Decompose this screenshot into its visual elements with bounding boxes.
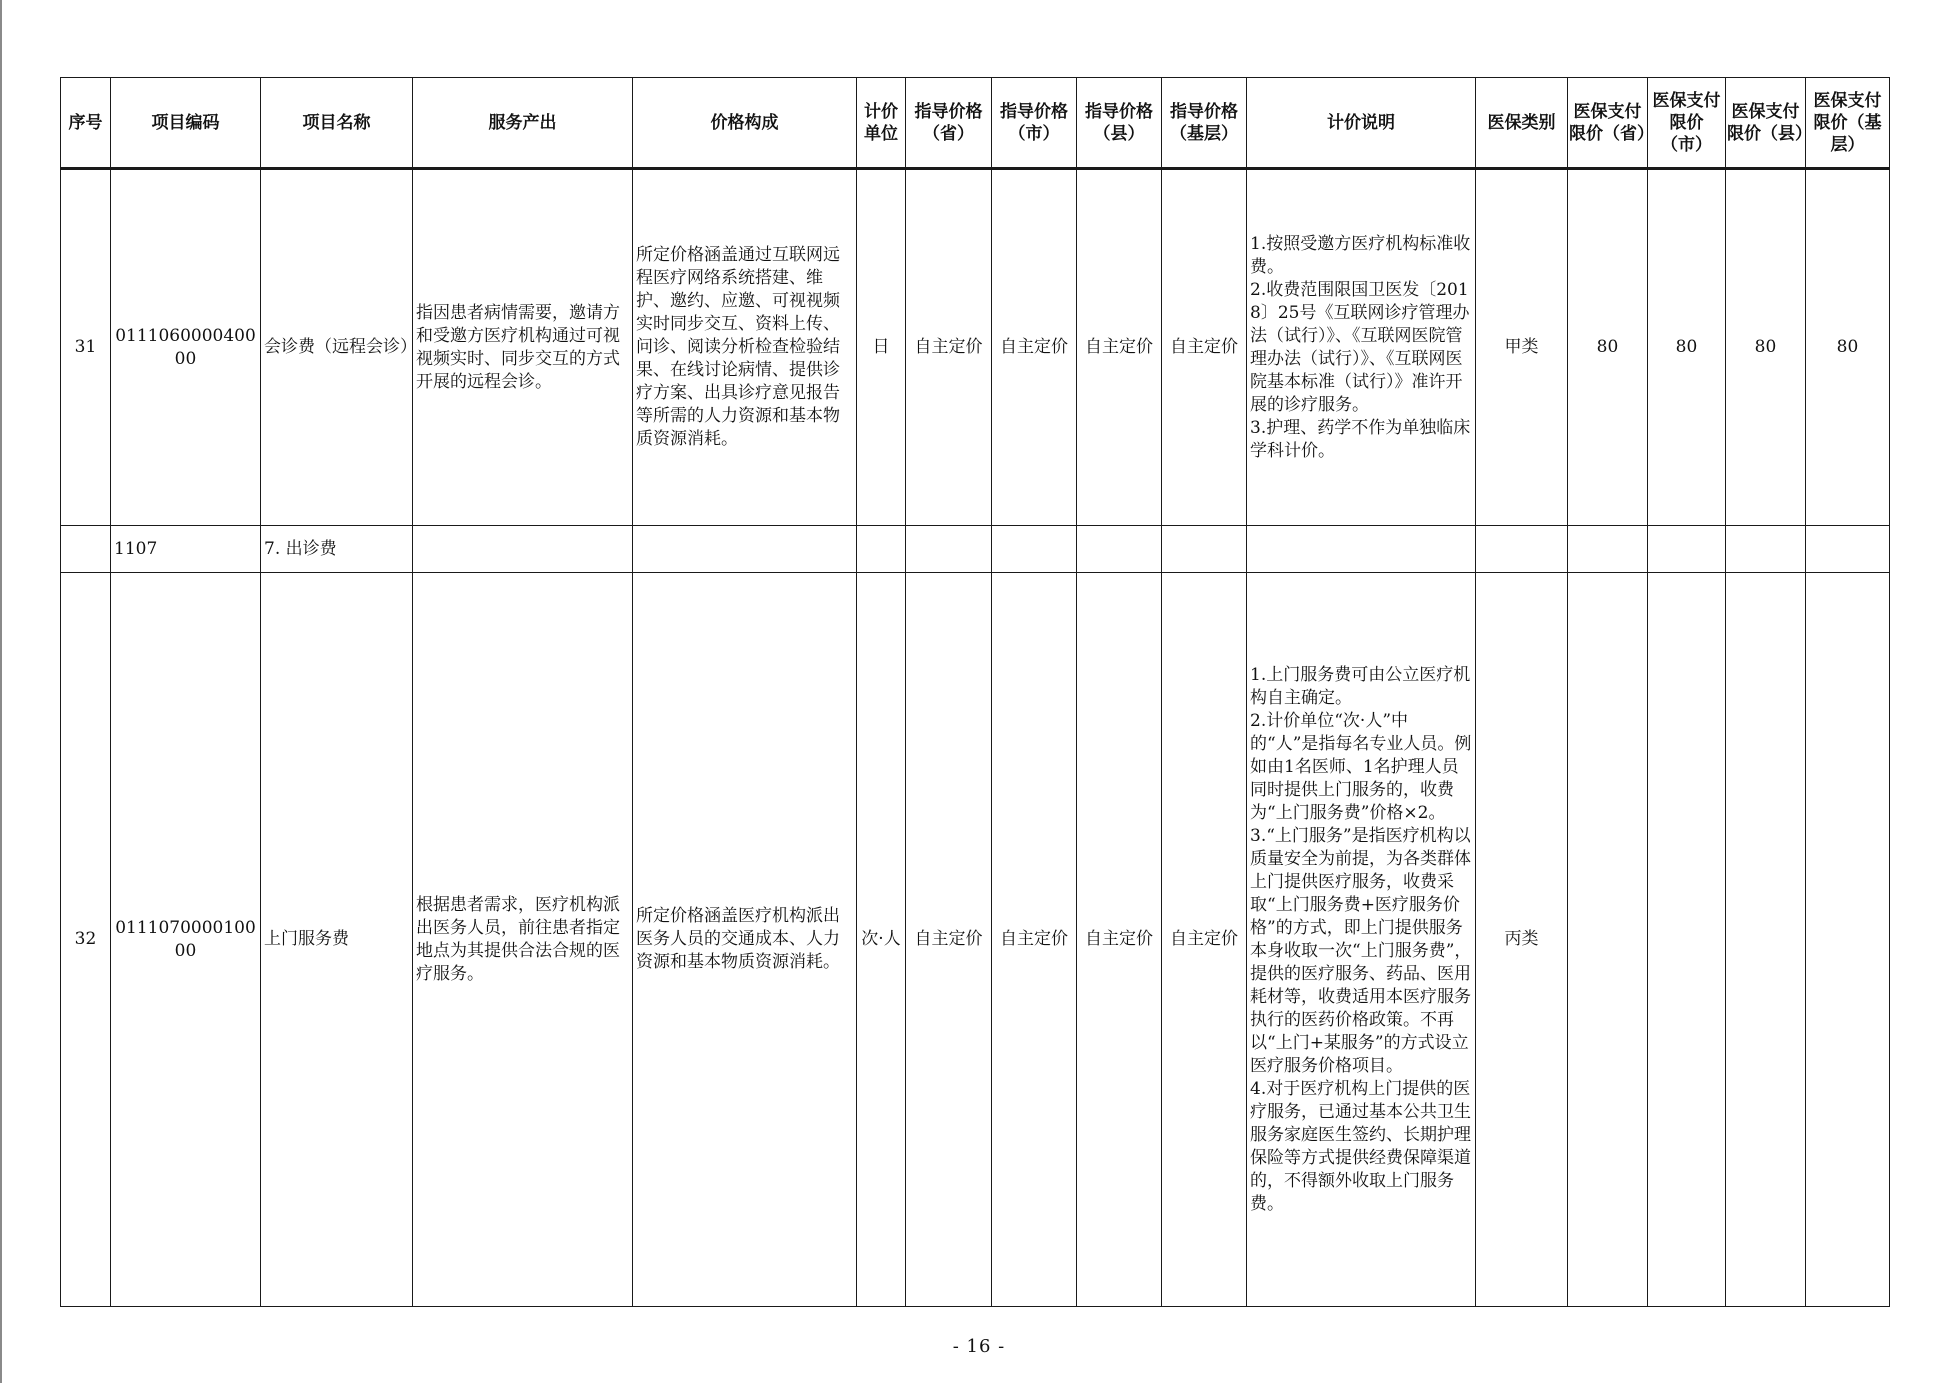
cell-limit-province: 80 <box>1568 169 1648 526</box>
header-price-grassroots: 指导价格（基层） <box>1162 78 1247 169</box>
cell-code: 1107 <box>111 526 261 573</box>
cell-limit-city <box>1648 573 1726 1307</box>
cell-insurance-category: 甲类 <box>1476 169 1568 526</box>
cell-limit-grassroots: 80 <box>1806 169 1890 526</box>
cell-empty <box>1162 526 1247 573</box>
header-unit: 计价单位 <box>857 78 906 169</box>
table-row <box>61 573 1890 1307</box>
cell-price-province: 自主定价 <box>906 573 992 1307</box>
page-edge-line <box>0 0 2 1383</box>
table-section-row <box>61 526 1890 573</box>
header-price-city: 指导价格（市） <box>992 78 1077 169</box>
cell-name: 会诊费（远程会诊） <box>261 169 413 526</box>
cell-seq: 32 <box>61 573 111 1307</box>
cell-price-composition: 所定价格涵盖通过互联网远程医疗网络系统搭建、维护、邀约、应邀、可视视频实时同步交互、资料上传、问诊、阅读分析检查检验结果、在线讨论病情、提供诊疗方案、出具诊疗意见报告等所需的人力资源和基本物质资源消耗。 <box>633 169 857 526</box>
cell-price-province: 自主定价 <box>906 169 992 526</box>
table-header-row <box>61 78 1890 169</box>
cell-output: 指因患者病情需要，邀请方和受邀方医疗机构通过可视视频实时、同步交互的方式开展的远程会诊。 <box>413 169 633 526</box>
cell-price-composition: 所定价格涵盖医疗机构派出医务人员的交通成本、人力资源和基本物质资源消耗。 <box>633 573 857 1307</box>
cell-seq <box>61 526 111 573</box>
cell-notes: 1.按照受邀方医疗机构标准收费。 2.收费范围限国卫医发〔2018〕25号《互联网诊疗管理办法（试行）》、《互联网医院管理办法（试行）》、《互联网医院基本标准（试行）》准许开展的诊疗服务。 3.护理、药学不作为单独临床学科计价。 <box>1247 169 1476 526</box>
cell-empty <box>633 526 857 573</box>
cell-name: 上门服务费 <box>261 573 413 1307</box>
cell-unit: 次·人 <box>857 573 906 1307</box>
cell-empty <box>413 526 633 573</box>
cell-empty <box>1247 526 1476 573</box>
cell-seq: 31 <box>61 169 111 526</box>
cell-code: 011106000040000 <box>111 169 261 526</box>
cell-limit-province <box>1568 573 1648 1307</box>
header-limit-city: 医保支付限价（市） <box>1648 78 1726 169</box>
page-number: - 16 - <box>952 1336 1006 1357</box>
cell-empty <box>1648 526 1726 573</box>
header-code: 项目编码 <box>111 78 261 169</box>
header-seq: 序号 <box>61 78 111 169</box>
cell-empty <box>857 526 906 573</box>
cell-notes: 1.上门服务费可由公立医疗机构自主确定。 2.计价单位“次·人”中的“人”是指每名专业人员。例如由1名医师、1名护理人员同时提供上门服务的，收费为“上门服务费”价格×2。 3.“上门服务”是指医疗机构以质量安全为前提，为各类群体上门提供医疗服务，收费采取“上门服务费+医疗服务价格”的方式，即上门提供服务本身收取一次“上门服务费”，提供的医疗服务、药品、医用耗材等，收费适用本医疗服务执行的医药价格政策。不再以“上门+某服务”的方式设立医疗服务价格项目。 4.对于医疗机构上门提供的医疗服务，已通过基本公共卫生服务家庭医生签约、长期护理保险等方式提供经费保障渠道的，不得额外收取上门服务费。 <box>1247 573 1476 1307</box>
cell-price-grassroots: 自主定价 <box>1162 573 1247 1307</box>
cell-empty <box>1476 526 1568 573</box>
cell-price-grassroots: 自主定价 <box>1162 169 1247 526</box>
header-name: 项目名称 <box>261 78 413 169</box>
header-price-province: 指导价格（省） <box>906 78 992 169</box>
cell-limit-county <box>1726 573 1806 1307</box>
cell-empty <box>1077 526 1162 573</box>
header-output: 服务产出 <box>413 78 633 169</box>
cell-unit: 日 <box>857 169 906 526</box>
cell-empty <box>992 526 1077 573</box>
cell-limit-grassroots <box>1806 573 1890 1307</box>
cell-output: 根据患者需求，医疗机构派出医务人员，前往患者指定地点为其提供合法合规的医疗服务。 <box>413 573 633 1307</box>
cell-empty <box>1726 526 1806 573</box>
medical-price-table <box>60 77 1890 1307</box>
cell-empty <box>1806 526 1890 573</box>
header-price-composition: 价格构成 <box>633 78 857 169</box>
cell-empty <box>906 526 992 573</box>
cell-name: 7. 出诊费 <box>261 526 413 573</box>
header-limit-grassroots: 医保支付限价（基层） <box>1806 78 1890 169</box>
header-limit-province: 医保支付限价（省） <box>1568 78 1648 169</box>
table-row <box>61 169 1890 526</box>
cell-price-city: 自主定价 <box>992 573 1077 1307</box>
cell-limit-county: 80 <box>1726 169 1806 526</box>
cell-empty <box>1568 526 1648 573</box>
cell-code: 011107000010000 <box>111 573 261 1307</box>
header-notes: 计价说明 <box>1247 78 1476 169</box>
cell-limit-city: 80 <box>1648 169 1726 526</box>
cell-price-city: 自主定价 <box>992 169 1077 526</box>
header-price-county: 指导价格（县） <box>1077 78 1162 169</box>
header-insurance-category: 医保类别 <box>1476 78 1568 169</box>
header-limit-county: 医保支付限价（县） <box>1726 78 1806 169</box>
cell-price-county: 自主定价 <box>1077 169 1162 526</box>
cell-price-county: 自主定价 <box>1077 573 1162 1307</box>
cell-insurance-category: 丙类 <box>1476 573 1568 1307</box>
